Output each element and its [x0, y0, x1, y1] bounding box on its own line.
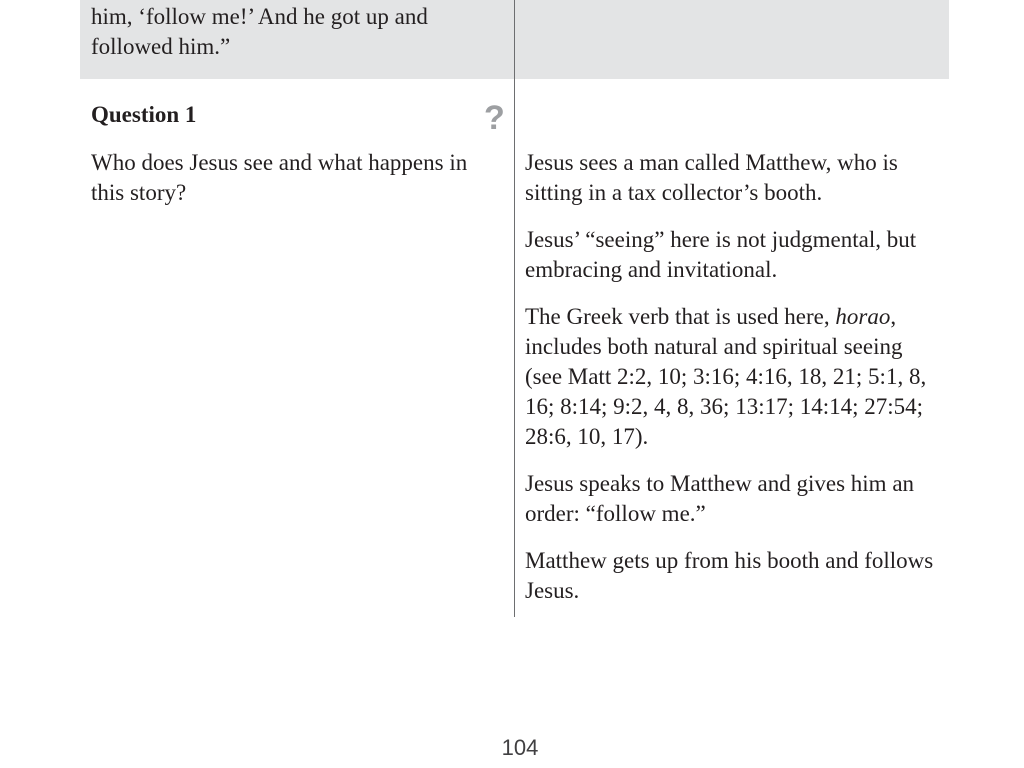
answer-paragraph-5: Matthew gets up from his booth and follows Jesus.: [525, 548, 934, 603]
column-divider: [514, 0, 515, 617]
answer-paragraph-2: Jesus’ “seeing” here is not judgmental, but embracing and invitational.: [525, 227, 917, 282]
scripture-passage-text: [91, 2, 501, 62]
answer-paragraph-4: Jesus speaks to Matthew and gives him an order: “follow me.”: [525, 471, 915, 526]
passage-line-1: him, ‘follow me!’ And he got up and: [91, 4, 428, 29]
question-heading: Question 1: [91, 102, 197, 127]
answer-notes: [525, 148, 945, 623]
page-number: 104: [501, 735, 539, 760]
answer-paragraph-1: Jesus sees a man called Matthew, who is sitting in a tax collector’s booth.: [525, 150, 898, 205]
answer-p3-start: The Greek verb that is used here,: [525, 304, 836, 329]
passage-line-2: followed him.”: [91, 34, 231, 59]
answer-paragraph-3: [525, 302, 945, 452]
question-text: Who does Jesus see and what happens in this story?: [91, 150, 468, 205]
greek-term: horao: [835, 304, 891, 329]
answer-p3-end: , includes both natural and spiritual seeing (see Matt 2:2, 10; 3:16; 4:16, 18, 21; 5:1, 8, 16; 8:14; 9:2, 4, 8, 36; 13:17; 14:14; 27:54; 28:6, 10, 17).: [525, 304, 927, 449]
question-mark-icon: ?: [484, 99, 505, 137]
